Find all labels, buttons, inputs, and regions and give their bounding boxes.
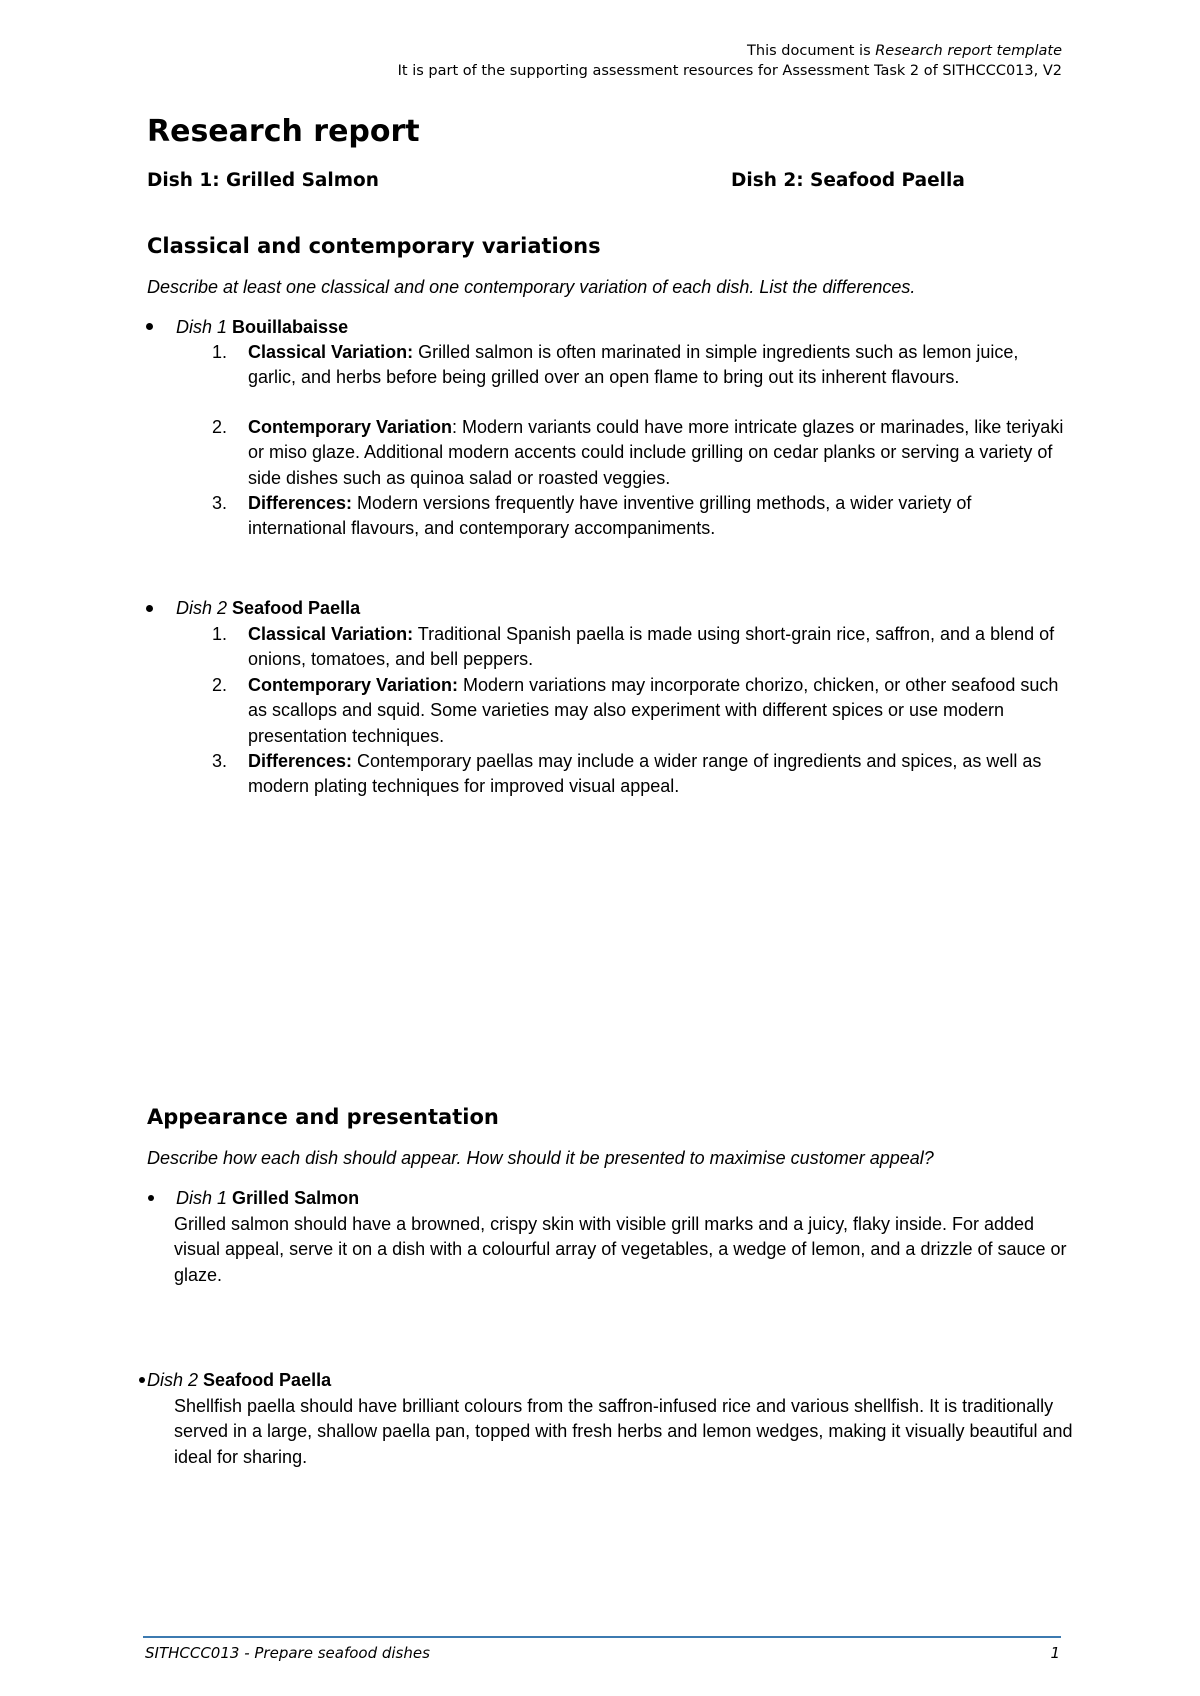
variation-dish2-label <box>176 598 360 619</box>
header-doc-title: Research report template <box>875 43 1062 59</box>
dish-name: Seafood Paella <box>203 1370 332 1390</box>
page-number: 1 <box>1050 1644 1060 1662</box>
section-heading-appearance: Appearance and presentation <box>147 1105 499 1129</box>
variation-dish1-label <box>176 317 348 338</box>
item-label: Differences: <box>248 751 353 771</box>
list-number: 3. <box>212 751 228 771</box>
header-document-line <box>747 43 1062 59</box>
list-item <box>248 673 1068 749</box>
bullet-icon <box>146 323 153 330</box>
appearance-dish2-text: Shellfish paella should have brilliant colours from the saffron-infused rice and various shellfish. It is traditionally served in a large, shallow paella pan, topped with fresh herbs and lemon wedges, making it visually beautiful and ideal for sharing. <box>174 1396 1073 1467</box>
appearance-dish1-label <box>176 1188 359 1209</box>
list-number: 3. <box>212 493 228 513</box>
dish-prefix: Dish 1 <box>176 317 228 337</box>
appearance-dish1-text: Grilled salmon should have a browned, crispy skin with visible grill marks and a juicy, flaky inside. For added visual appeal, serve it on a dish with a colourful array of vegetables, a wedge of lemon, and a drizzle of sauce or glaze. <box>174 1214 1067 1285</box>
bullet-icon <box>148 1195 154 1201</box>
footer-unit-title: SITHCCC013 - Prepare seafood dishes <box>145 1644 430 1662</box>
list-item <box>248 340 1068 391</box>
list-number: 1. <box>212 624 228 644</box>
item-text: : Modern variants could have more intricate glazes or marinades, like teriyaki or miso glaze. Additional modern accents could include grilling on cedar planks or serving a variety of side dishes such as quinoa salad or roasted veggies. <box>248 417 1064 488</box>
footer-divider <box>143 1636 1061 1638</box>
item-text: Modern variations may incorporate chorizo, chicken, or other seafood such as scallops and squid. Some varieties may also experiment with different spices or use modern presentation techniques. <box>248 675 1059 746</box>
list-item <box>248 491 1068 542</box>
dish2-heading: Dish 2: Seafood Paella <box>731 170 965 191</box>
list-number: 2. <box>212 675 228 695</box>
dish-prefix: Dish 2 <box>176 598 228 618</box>
item-label: Contemporary Variation <box>248 417 453 437</box>
item-label: Classical Variation: <box>248 624 414 644</box>
list-item <box>248 622 1068 673</box>
header-assessment-line: It is part of the supporting assessment resources for Assessment Task 2 of SITHCCC013, V2 <box>397 63 1062 79</box>
header-prefix: This document is <box>747 43 876 59</box>
item-text: Contemporary paellas may include a wider range of ingredients and spices, as well as modern plating techniques for improved visual appeal. <box>248 751 1042 797</box>
section-instruction-variations: Describe at least one classical and one contemporary variation of each dish. List the differences. <box>147 277 916 297</box>
list-item <box>248 749 1068 800</box>
appearance-dish2-label <box>147 1370 331 1391</box>
page-title: Research report <box>147 114 420 149</box>
list-item <box>248 415 1068 491</box>
dish-name: Grilled Salmon <box>232 1188 360 1208</box>
section-instruction-appearance: Describe how each dish should appear. How should it be presented to maximise customer appeal? <box>147 1148 934 1168</box>
dish1-heading: Dish 1: Grilled Salmon <box>147 170 379 191</box>
item-label: Differences: <box>248 493 353 513</box>
dish-prefix: Dish 1 <box>176 1188 228 1208</box>
item-label: Classical Variation: <box>248 342 414 362</box>
item-text: Modern versions frequently have inventive grilling methods, a wider variety of international flavours, and contemporary accompaniments. <box>248 493 972 539</box>
item-text: Grilled salmon is often marinated in simple ingredients such as lemon juice, garlic, and herbs before being grilled over an open flame to bring out its inherent flavours. <box>248 342 1019 388</box>
dish-name: Bouillabaisse <box>232 317 349 337</box>
item-text: Traditional Spanish paella is made using short-grain rice, saffron, and a blend of onions, tomatoes, and bell peppers. <box>248 624 1055 670</box>
item-label: Contemporary Variation: <box>248 675 459 695</box>
dish-prefix: Dish 2 <box>147 1370 199 1390</box>
list-number: 1. <box>212 342 228 362</box>
section-heading-variations: Classical and contemporary variations <box>147 234 601 258</box>
list-number: 2. <box>212 417 228 437</box>
bullet-icon <box>139 1377 145 1383</box>
bullet-icon <box>146 605 153 612</box>
dish-name: Seafood Paella <box>232 598 361 618</box>
